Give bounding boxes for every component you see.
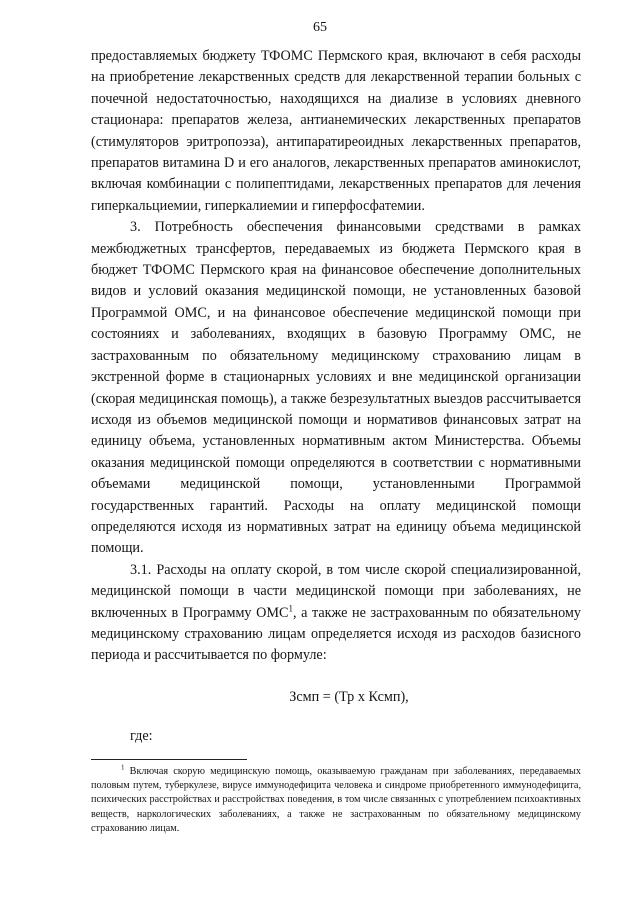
paragraph-3-1	[91, 560, 581, 667]
paragraph-continuation: предоставляемых бюджету ТФОМС Пермского края, включают в себя расходы на приобретение лекарственных средств для лекарственной терапии больных с почечной недостаточностью, находящихся на диализе в условиях дневного стационара: препаратов железа, антианемических лекарственных препаратов (стимуляторов эритропоэза), антипаратиреоидных лекарственных препаратов, препаратов витамина D и его аналогов, лекарственных препаратов аминокислот, включая комбинации с полипептидами, лекарственных препаратов для лечения гиперкальциемии, гиперкалиемии и гиперфосфатемии.	[91, 48, 581, 214]
footnote-separator	[91, 759, 247, 760]
footnote-marker: 1	[121, 763, 125, 772]
page-number: 65	[313, 20, 327, 35]
paragraph-3-1-text-end: , а также не застрахованным по обязательному медицинскому страхованию лицам определяется исходя из расходов базисного периода и рассчитывается по формуле:	[91, 604, 581, 664]
body-text	[91, 46, 581, 748]
where-label: где:	[130, 728, 153, 745]
footnote	[91, 765, 581, 836]
paragraph-3: 3. Потребность обеспечения финансовыми средствами в рамках межбюджетных трансфертов, передаваемых из бюджета Пермского края в бюджет ТФОМС Пермского края на финансовое обеспечение дополнительных видов и условий оказания медицинской помощи, не установленных базовой Программой ОМС, и на финансовое обеспечение медицинской помощи при состояниях и заболеваниях, входящих в базовую Программу ОМС, не застрахованным по обязательному медицинскому страхованию лицам в экстренной форме в стационарных условиях и вне медицинской организации (скорая медицинская помощь), а также безрезультатных выездов рассчитывается исходя из объемов медицинской помощи и нормативов финансовых затрат на единицу объема, установленных нормативным актом Министерства. Объемы оказания медицинской помощи определяются в соответствии с нормативными объемами медицинской помощи, установленными Программой государственных гарантий. Расходы на оплату медицинской помощи определяются исходя из нормативных затрат на единицу объема медицинской помощи.	[91, 219, 581, 557]
paragraph-3-1-text: 3.1. Расходы на оплату скорой, в том числе скорой специализированной, медицинской помощи в части медицинской помощи при заболеваниях, не включенных в Программу ОМС	[91, 561, 581, 621]
formula: Зсмп = (Тр х Ксмп),	[289, 688, 409, 705]
footnote-text: Включая скорую медицинскую помощь, оказываемую гражданам при заболеваниях, передаваемых половым путем, туберкулезе, вирусе иммунодефицита человека и синдроме приобретенного иммунодефицита, психических расстройствах и расстройствах поведения, в том числе связанных с употреблением психоактивных веществ, наркологических заболеваниях, а также не застрахованным по обязательному медицинскому страхованию лицам.	[91, 766, 581, 834]
footnote-reference: 1	[288, 602, 293, 613]
